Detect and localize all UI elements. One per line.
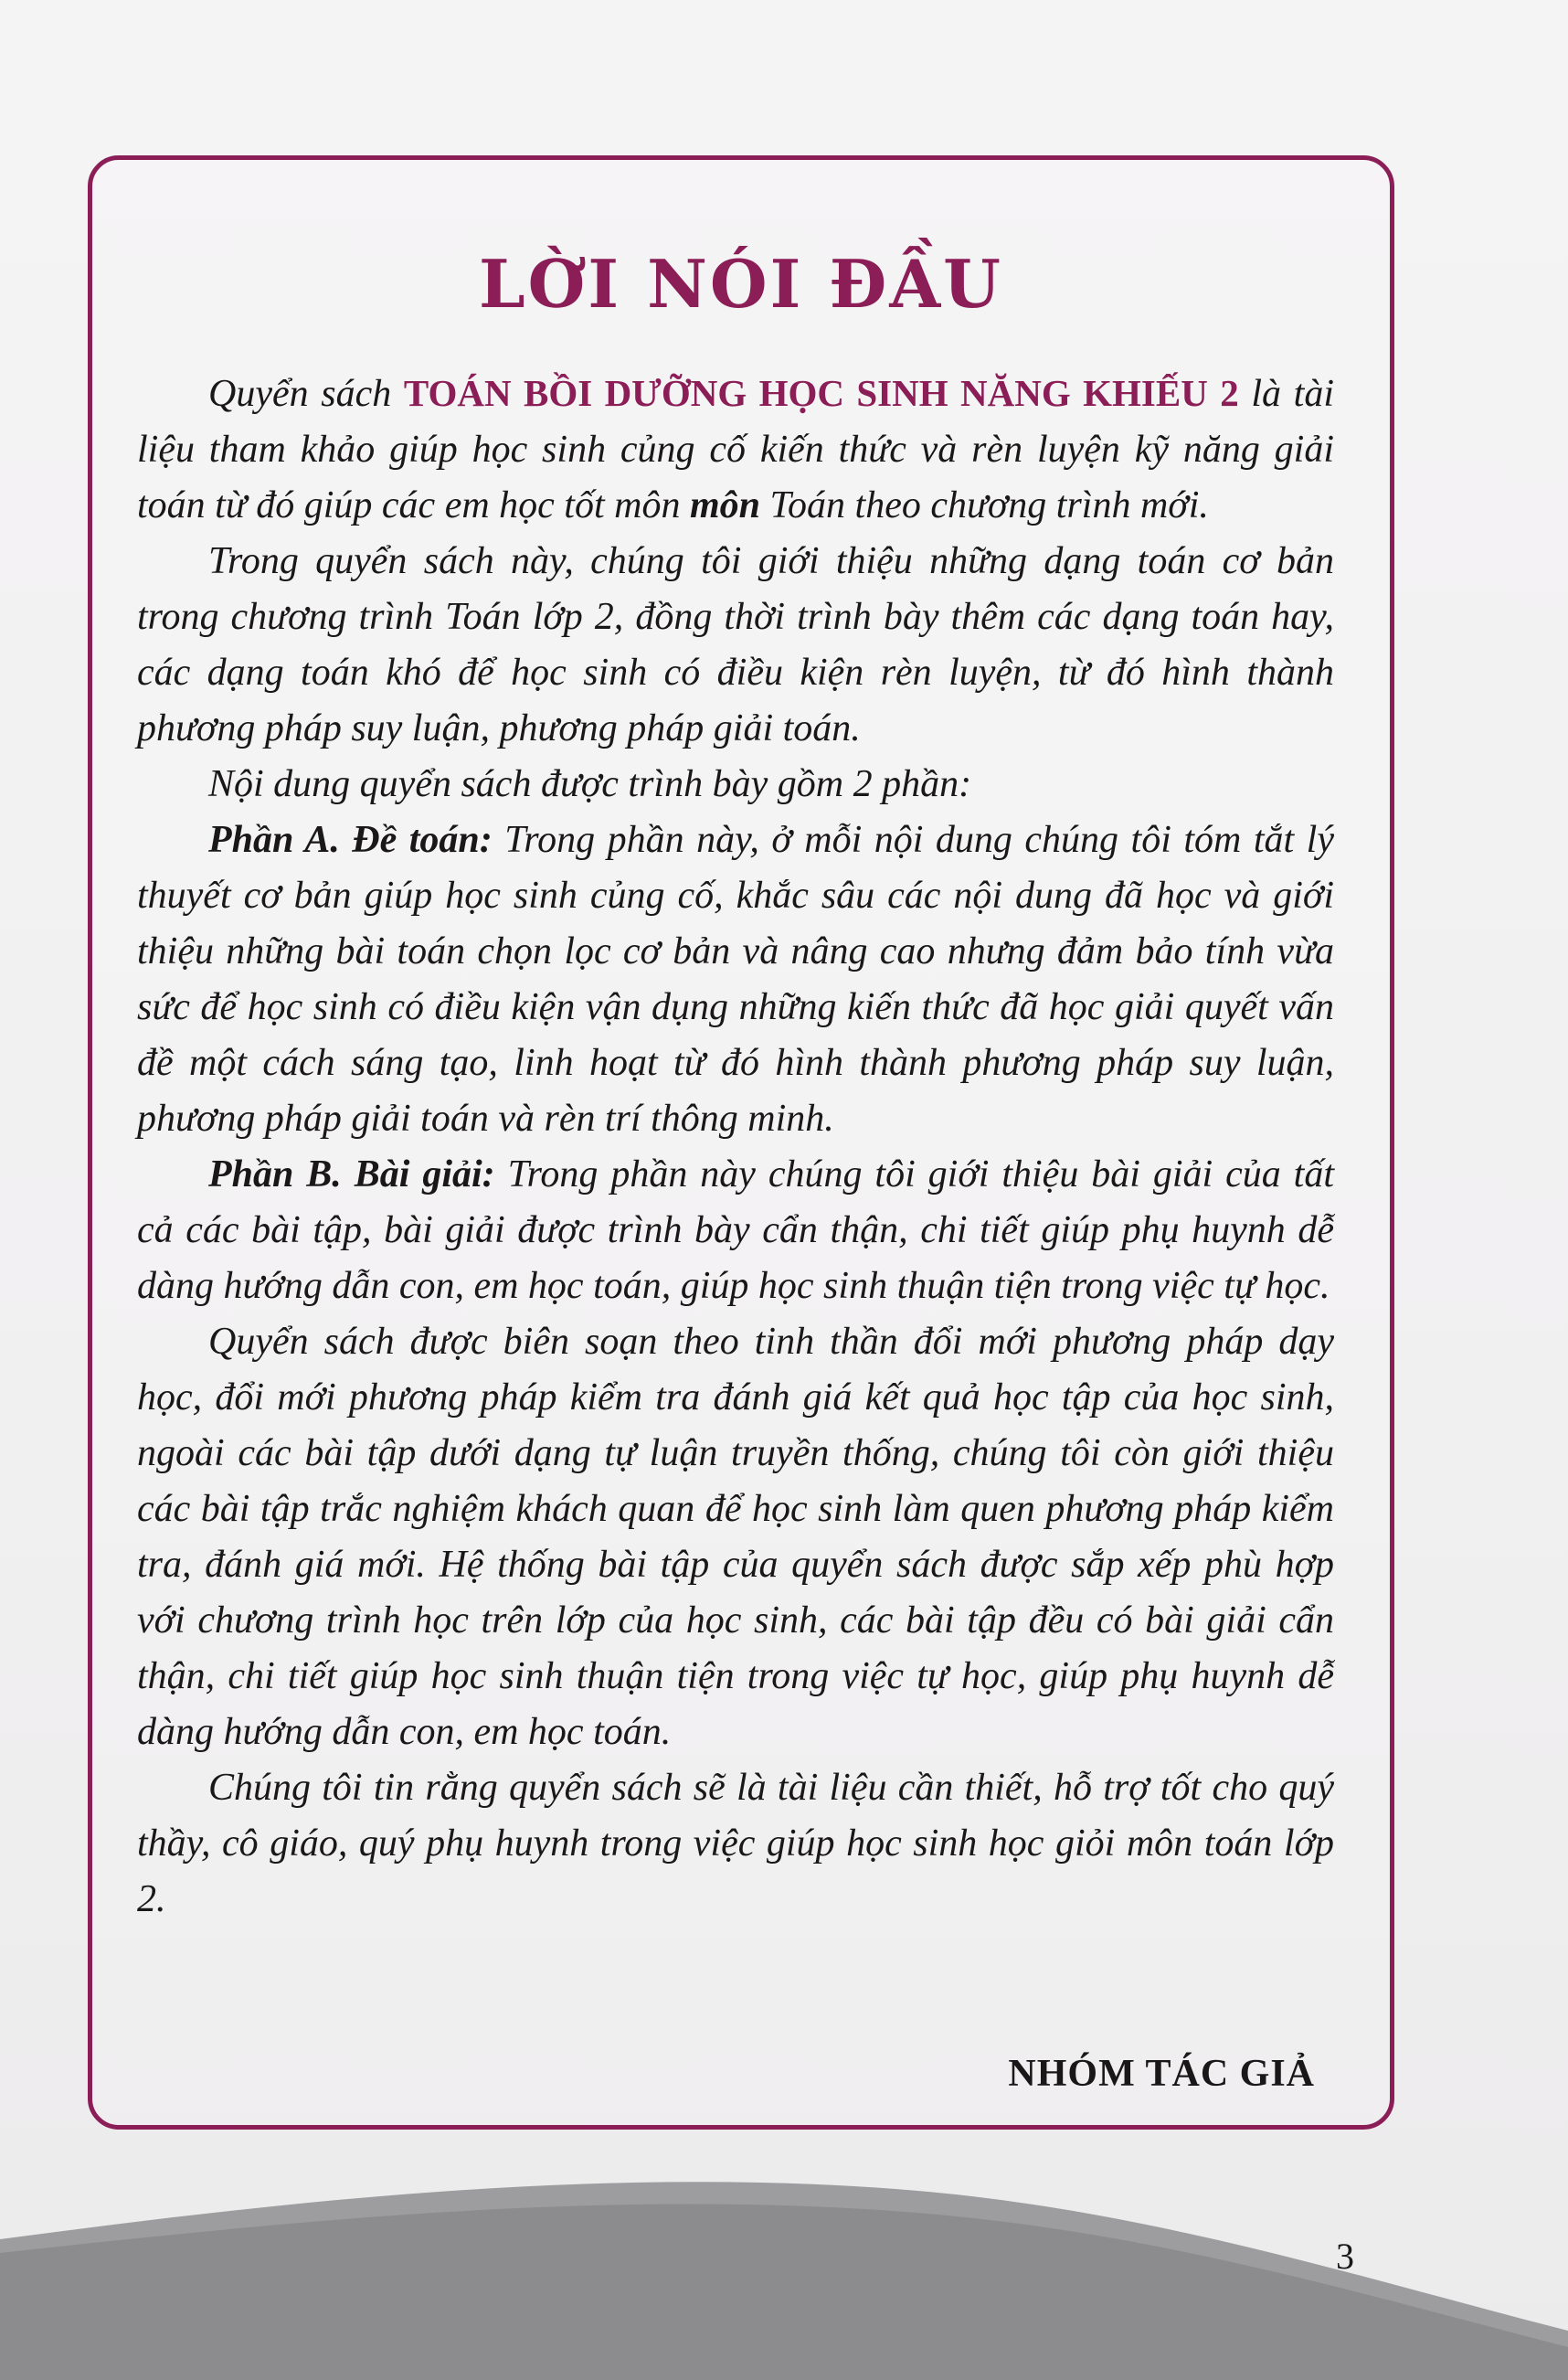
bottom-wave-decoration — [0, 2102, 1568, 2380]
book-title: TOÁN BỒI DƯỠNG HỌC SINH NĂNG KHIẾU 2 — [403, 372, 1239, 414]
page-number: 3 — [1336, 2236, 1354, 2277]
part-b-label: Phần B. Bài giải: — [208, 1153, 495, 1195]
paragraph-closing: Chúng tôi tin rằng quyển sách sẽ là tài liệu cần thiết, hỗ trợ tốt cho quý thầy, cô giáo, quý phụ huynh trong việc giúp học sinh học giỏi môn toán lớp 2. — [137, 1767, 1334, 1920]
intro-middle: là tài liệu tham khảo giúp học sinh củng cố kiến thức và rèn luyện kỹ năng giải toán từ đó giúp các em học tốt môn — [137, 373, 1335, 526]
paragraph-intro — [137, 366, 1334, 534]
paragraph-part-a — [137, 813, 1334, 1147]
preface-body — [137, 366, 1334, 1928]
intro-bold-word: môn — [689, 484, 761, 526]
page-title: LỜI NÓI ĐẦU — [479, 245, 1003, 323]
part-a-label: Phần A. Đề toán: — [208, 819, 493, 861]
paragraph-structure: Nội dung quyển sách được trình bày gồm 2 phần: — [208, 763, 972, 805]
paragraph-content-overview: Trong quyển sách này, chúng tôi giới thiệu những dạng toán cơ bản trong chương trình Toán lớp 2, đồng thời trình bày thêm các dạng toán hay, các dạng toán khó để học sinh có điều kiện rèn luyện, từ đó hình thành phương pháp suy luận, phương pháp giải toán. — [137, 540, 1334, 749]
part-b-text: Trong phần này chúng tôi giới thiệu bài giải của tất cả các bài tập, bài giải được trình bày cẩn thận, chi tiết giúp phụ huynh dễ dàng hướng dẫn con, em học toán, giúp học sinh thuận tiện trong việc tự học. — [137, 1153, 1334, 1307]
author-signature: NHÓM TÁC GIẢ — [1008, 2053, 1315, 2095]
paragraph-part-b — [137, 1147, 1334, 1314]
paragraph-methodology: Quyển sách được biên soạn theo tinh thần đổi mới phương pháp dạy học, đổi mới phương pháp kiểm tra đánh giá kết quả học tập của học sinh, ngoài các bài tập dưới dạng tự luận truyền thống, chúng tôi còn giới thiệu các bài tập trắc nghiệm khách quan để học sinh làm quen phương pháp kiểm tra, đánh giá mới. Hệ thống bài tập của quyển sách được sắp xếp phù hợp với chương trình học trên lớp của học sinh, các bài tập đều có bài giải cẩn thận, chi tiết giúp học sinh thuận tiện trong việc tự học, giúp phụ huynh dễ dàng hướng dẫn con, em học toán. — [137, 1321, 1334, 1753]
intro-end: Toán theo chương trình mới. — [760, 484, 1209, 526]
intro-lead: Quyển sách — [208, 373, 404, 415]
part-a-text: Trong phần này, ở mỗi nội dung chúng tôi tóm tắt lý thuyết cơ bản giúp học sinh củng cố, khắc sâu các nội dung đã học và giới thiệu những bài toán chọn lọc cơ bản và nâng cao nhưng đảm bảo tính vừa sức để học sinh có điều kiện vận dụng những kiến thức đã học giải quyết vấn đề một cách sáng tạo, linh hoạt từ đó hình thành phương pháp suy luận, phương pháp giải toán và rèn trí thông minh. — [137, 819, 1334, 1140]
